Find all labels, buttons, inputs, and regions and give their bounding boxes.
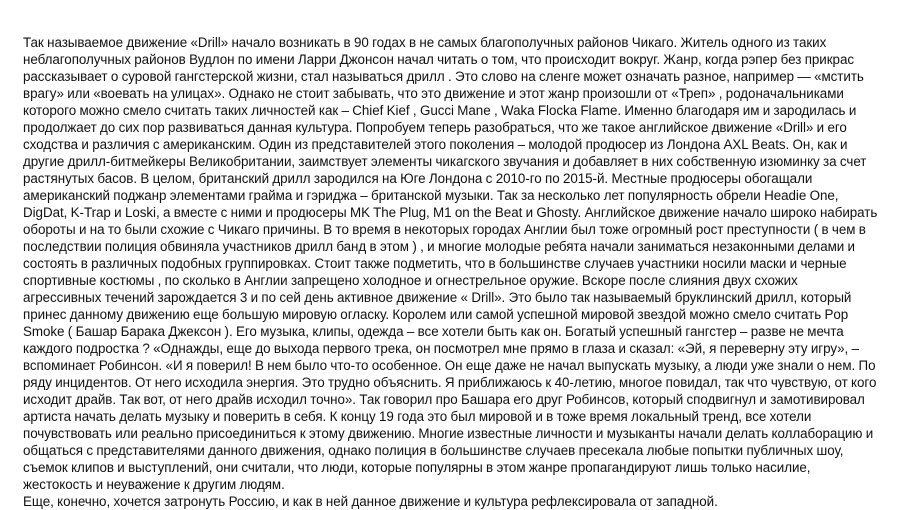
paragraph-russia-intro: Еще, конечно, хочется затронуть Россию, и как в ней данное движение и культура рефлексировала от западной. bbox=[23, 494, 718, 509]
document-body bbox=[23, 34, 879, 510]
paragraph-drill-history: Так называемое движение «Drill» начало возникать в 90 годах в не самых благополучных районов Чикаго. Житель одного из таких неблагополучных районов Вудлон по имени Ларри Джонсон начал читать о том, что происходит вокруг. Жанр, когда рэпер без прикрас рассказывает о суровой гангстерской жизни, стал называться дрилл . Это слово на сленге может означать разное, например — «мстить врагу» или «воевать на улицах». Однако не стоит забывать, что это движение и этот жанр произошли от «Треп» , родоначальниками которого можно смело считать таких личностей как – Chief Kief , Gucci Mane , Waka Flocka Flame. Именно благодаря им и зародилась и продолжает до сих пор развиваться данная культура. Попробуем теперь разобраться, что же такое английское движение «Drill» и его сходства и различия с американским. Один из представителей этого поколения – молодой продюсер из Лондона AXL Beats. Он, как и другие дрилл-битмейкеры Великобритании, заимствует элементы чикагского звучания и добавляет в них собственную изюминку за счет растянутых басов. В целом, британский дрилл зародился на Юге Лондона с 2010-го по 2015-й. Местные продюсеры обогащали американский поджанр элементами грайма и гэриджа – британской музыки. Так за несколько лет популярность обрели Headie One, DigDat, K-Trap и Loski, а вместе с ними и продюсеры MK The Plug, M1 on the Beat и Ghosty. Английское движение начало широко набирать обороты и на то были схожие с Чикаго причины. В то время в некоторых городах Англии был тоже огромный рост преступности ( в чем в последствии полиция обвиняла участников дрилл банд в этом ) , и многие молодые ребята начали заниматься незаконными делами и состоять в различных подобных группировках. Стоит также подметить, что в большинстве случаев участники носили маски и черные спортивные костюмы , по сколько в Англии запрещено холодное и огнестрельное оружие. Вскоре после слияния двух схожих агрессивных течений зарождается 3 и по сей день активное движение « Drill». Это было так называемый бруклинский дрилл, который принес данному движению еще большую мировую огласку. Королем или самой успешной мировой звездой можно смело считать Pop Smoke ( Башар Барака Джексон ). Его музыка, клипы, одежда – все хотели быть как он. Богатый успешный гангстер – разве не мечта каждого подростка ? «Однажды, еще до выхода первого трека, он посмотрел мне прямо в глаза и сказал: «Эй, я переверну эту игру», – вспоминает Робинсон. «И я поверил! В нем было что-то особенное. Он еще даже не начал выпускать музыку, а люди уже знали о нем. По ряду инцидентов. От него исходила энергия. Это трудно объяснить. Я приближаюсь к 40-летию, многое повидал, так что чувствую, от кого исходит драйв. Так вот, от него драйв исходил точно». Так говорил про Башара его друг Робинсов, который сподвигнул и замотивировал артиста начать делать музыку и поверить в себя. К концу 19 года это был мировой и в тоже время локальный тренд, все хотели почувствовать или реально присоединиться к этому движению. Многие известные личности и музыканты начали делать коллаборацию и общаться с представителями данного движения, однако полиция в большинстве случаев пресекала любые попытки публичных шоу, съемок клипов и выступлений, они считали, что люди, которые популярны в этом жанре пропагандируют лишь только насилие, жестокость и неуважение к другим людям. bbox=[23, 35, 878, 492]
